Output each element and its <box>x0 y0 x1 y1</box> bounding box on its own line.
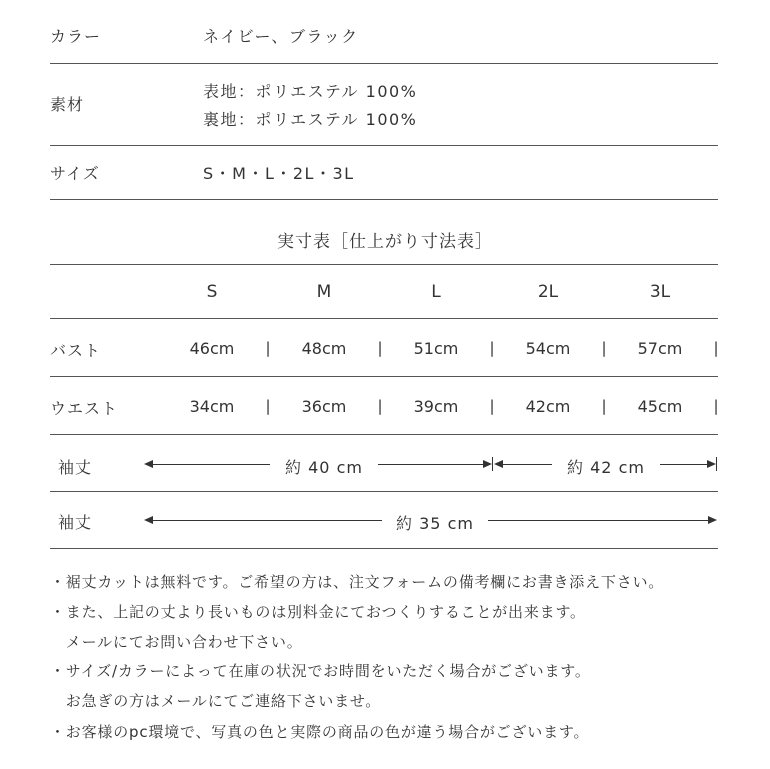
boundary-mark <box>492 457 493 471</box>
table-cell: 42cm <box>525 397 571 416</box>
divider <box>50 318 718 319</box>
table-cell: 46cm <box>189 339 235 358</box>
row-label-bust: バスト <box>50 341 102 360</box>
divider <box>50 548 718 549</box>
size-value: S・M・L・2L・3L <box>203 164 355 183</box>
column-separator: | <box>377 339 383 357</box>
table-cell: 36cm <box>301 397 347 416</box>
table-cell: 45cm <box>637 397 683 416</box>
size-header-m: M <box>316 282 332 302</box>
divider <box>50 434 718 435</box>
note-line: お急ぎの方はメールにてご連絡下さいませ。 <box>50 692 382 710</box>
size-header-3l: 3L <box>649 282 671 302</box>
column-separator: | <box>489 397 495 415</box>
table-cell: 57cm <box>637 339 683 358</box>
sleeve-measure: 約 40 cm <box>285 458 363 477</box>
note-line: メールにてお問い合わせ下さい。 <box>50 633 303 651</box>
color-label: カラー <box>50 27 102 46</box>
arrow-right-icon <box>708 516 717 524</box>
divider <box>50 199 718 200</box>
row-label-waist: ウエスト <box>50 399 119 418</box>
arrow-line <box>150 464 270 465</box>
arrow-line <box>378 464 484 465</box>
material-label: 素材 <box>50 95 85 114</box>
size-header-2l: 2L <box>537 282 559 302</box>
material-lining: 裏地：ポリエステル 100% <box>203 110 418 129</box>
arrow-right-icon <box>483 460 492 468</box>
column-separator: | <box>265 339 271 357</box>
color-value: ネイビー、ブラック <box>203 27 359 46</box>
arrow-line <box>150 520 382 521</box>
column-separator: | <box>601 339 607 357</box>
divider <box>50 145 718 146</box>
divider <box>50 63 718 64</box>
table-cell: 39cm <box>413 397 459 416</box>
table-cell: 34cm <box>189 397 235 416</box>
divider <box>50 376 718 377</box>
note-line: ・お客様のpc環境で、写真の色と実際の商品の色が違う場合がございます。 <box>50 723 590 741</box>
arrow-line <box>660 464 708 465</box>
table-cell: 48cm <box>301 339 347 358</box>
sleeve-measure: 約 42 cm <box>567 458 645 477</box>
column-separator: | <box>489 339 495 357</box>
column-separator: | <box>713 339 719 357</box>
note-line: ・また、上記の丈より長いものは別料金にておつくりすることが出来ます。 <box>50 603 586 621</box>
size-table-title: 実寸表［仕上がり寸法表］ <box>277 232 493 252</box>
divider <box>50 264 718 265</box>
column-separator: | <box>601 397 607 415</box>
table-cell: 51cm <box>413 339 459 358</box>
arrow-line <box>488 520 710 521</box>
divider <box>50 491 718 492</box>
note-line: ・サイズ/カラーによって在庫の状況でお時間をいただく場合がございます。 <box>50 662 591 680</box>
column-separator: | <box>713 397 719 415</box>
material-outer: 表地：ポリエステル 100% <box>203 82 418 101</box>
row-label-sleeve: 袖丈 <box>58 458 93 477</box>
size-header-s: S <box>206 282 218 302</box>
size-label: サイズ <box>50 164 100 183</box>
column-separator: | <box>377 397 383 415</box>
size-header-l: L <box>431 282 441 302</box>
note-line: ・裾丈カットは無料です。ご希望の方は、注文フォームの備考欄にお書き添え下さい。 <box>50 573 665 591</box>
row-label-sleeve: 袖丈 <box>58 513 93 532</box>
arrow-line <box>500 464 552 465</box>
boundary-mark <box>716 457 717 471</box>
table-cell: 54cm <box>525 339 571 358</box>
sleeve-measure: 約 35 cm <box>396 514 474 533</box>
column-separator: | <box>265 397 271 415</box>
arrow-right-icon <box>707 460 716 468</box>
